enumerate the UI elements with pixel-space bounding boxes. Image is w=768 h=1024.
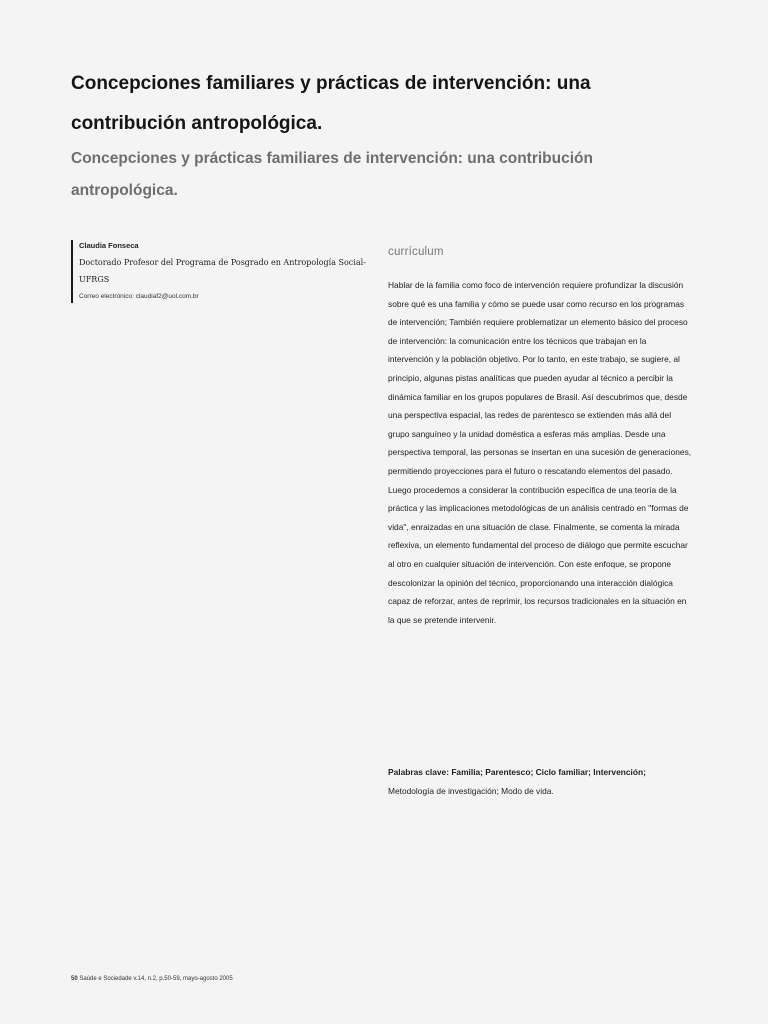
abstract-heading: currículum [388,246,444,258]
article-subtitle: Concepciones y prácticas familiares de intervención: una contribución antropológica. [71,150,593,199]
author-name: Claudia Fonseca [79,241,139,250]
keywords [388,763,693,800]
journal-citation: Saúde e Sociedade v.14, n.2, p.50-59, mayo-agosto 2005 [79,976,233,982]
keywords-label: Palabras clave: Familia; Parentesco; Ciclo familiar; Intervención; [388,767,646,777]
author-email: Correo electrónico: claudiaf2@uol.com.br [79,293,199,300]
keywords-rest: Metodología de investigación; Modo de vida. [388,785,554,796]
author-block [71,240,369,303]
page-footer [71,976,233,982]
page-number: 50 [71,976,78,982]
abstract-text: Hablar de la familia como foco de intervención requiere profundizar la discusión sobre qué es una familia y cómo se puede usar como recurso en los programas de intervención; También requiere problematizar un elemento básico del proceso de intervención: la comunicación entre los técnicos que trabajan en la intervención y la población objetivo. Por lo tanto, en este trabajo, se sugiere, al principio, algunas pistas analíticas que pueden ayudar al técnico a percibir la dinámica familiar en los grupos populares de Brasil. Así descubrimos que, desde una perspectiva espacial, las redes de parentesco se extienden más allá del grupo sanguíneo y la unidad doméstica a esferas más amplias. Desde una perspectiva temporal, las personas se insertan en una sucesión de generaciones, permitiendo proyecciones para el futuro o rescatando elementos del pasado. Luego procedemos a considerar la contribución específica de una teoría de la práctica y las implicaciones metodológicas de un análisis centrado en "formas de vida", enraizadas en una situación de clase. Finalmente, se comenta la mirada reflexiva, un elemento fundamental del proceso de diálogo que permite escuchar al otro en cualquier situación de intervención. Con este enfoque, se propone descolonizar la opinión del técnico, proporcionando una interacción dialógica capaz de reforzar, antes de reprimir, los recursos tradicionales en la situación en la que se pretende intervenir. [388,280,692,625]
author-affiliation: Doctorado Profesor del Programa de Posgrado en Antropología Social-UFRGS [79,258,366,284]
article-title: Concepciones familiares y prácticas de intervención: una contribución antropológica. [71,73,591,134]
